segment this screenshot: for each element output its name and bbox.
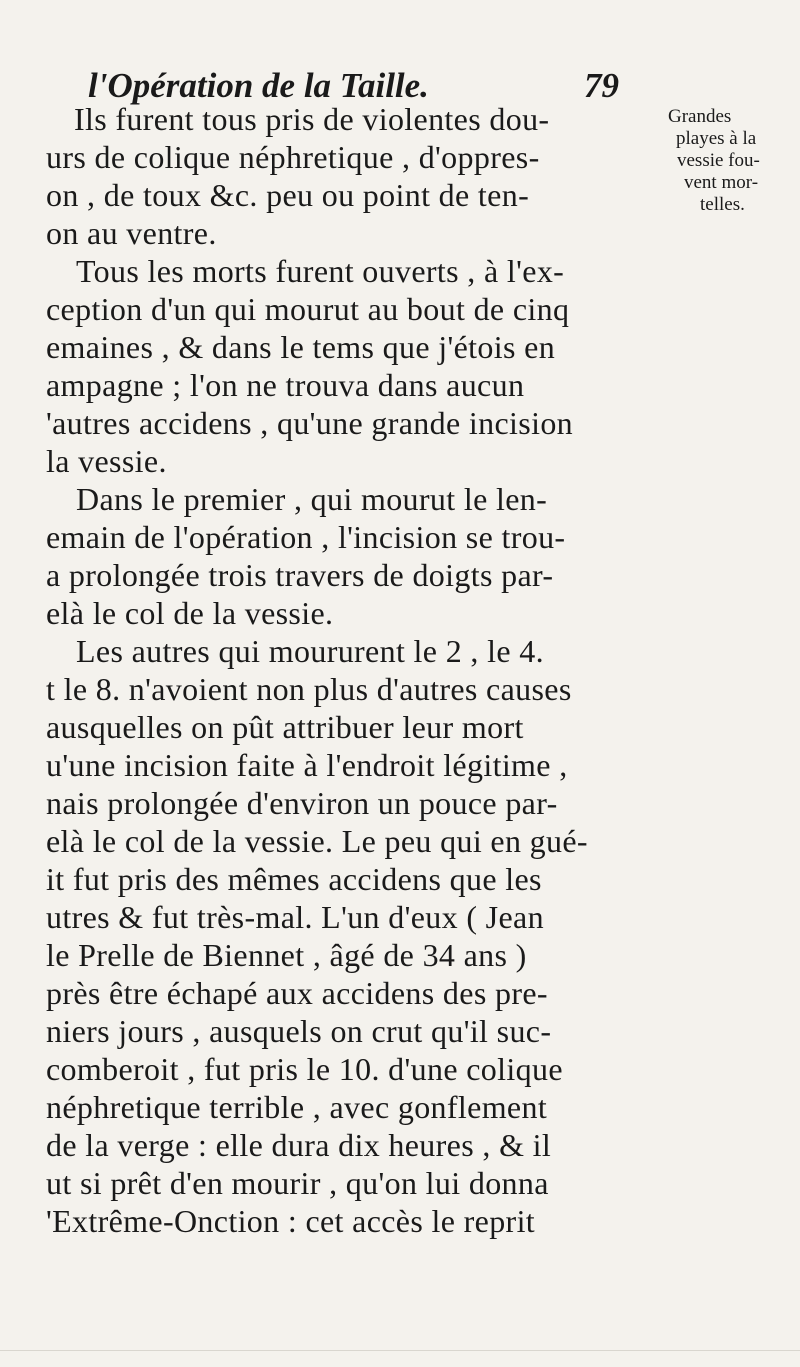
text-line: utres & fut très-mal. L'un d'eux ( Jean <box>46 899 544 935</box>
text-line: Ils furent tous pris de violentes dou- <box>74 101 550 137</box>
text-line: 'autres accidens , qu'une grande incision <box>46 405 574 441</box>
page-edge <box>0 1350 800 1351</box>
text-line: près être échapé aux accidens des pre- <box>46 975 548 1011</box>
text-line: la vessie. <box>46 443 167 479</box>
text-line: ampagne ; l'on ne trouva dans aucun <box>46 367 525 403</box>
text-line: Tous les morts furent ouverts , à l'ex- <box>76 253 565 289</box>
text-line: 'Extrême-Onction : cet accès le reprit <box>46 1203 536 1239</box>
text-line: ception d'un qui mourut au bout de cinq <box>46 291 570 327</box>
text-line: de la verge : elle dura dix heures , & il <box>46 1127 552 1163</box>
text-line: emain de l'opération , l'incision se trou- <box>46 519 566 555</box>
margin-note-line: vessie fou- <box>677 150 760 171</box>
text-line: nais prolongée d'environ un pouce par- <box>46 785 558 821</box>
text-line: urs de colique néphretique , d'oppres- <box>46 139 540 175</box>
text-line: on , de toux &c. peu ou point de ten- <box>46 177 530 213</box>
text-line: néphretique terrible , avec gonflement <box>46 1089 548 1125</box>
margin-note-line: Grandes <box>668 106 732 127</box>
margin-note-line: playes à la <box>676 128 757 149</box>
text-line: ut si prêt d'en mourir , qu'on lui donna <box>46 1165 549 1201</box>
text-line: emaines , & dans le tems que j'étois en <box>46 329 556 365</box>
page-number: 79 <box>584 66 619 105</box>
margin-note-line: vent mor- <box>684 172 759 193</box>
header-title: l'Opération de la Taille. <box>88 66 429 105</box>
text-line: Les autres qui moururent le 2 , le 4. <box>76 633 544 669</box>
text-line: le Prelle de Biennet , âgé de 34 ans ) <box>46 937 527 973</box>
text-line: u'une incision faite à l'endroit légitime , <box>46 747 568 783</box>
text-line: Dans le premier , qui mourut le len- <box>76 481 548 517</box>
text-line: elà le col de la vessie. <box>46 595 334 631</box>
text-line: elà le col de la vessie. Le peu qui en gué- <box>46 823 588 859</box>
margin-note-line: telles. <box>700 194 745 215</box>
text-line: it fut pris des mêmes accidens que les <box>46 861 542 897</box>
text-line: on au ventre. <box>46 215 217 251</box>
text-line: ausquelles on pût attribuer leur mort <box>46 709 524 745</box>
text-line: niers jours , ausquels on crut qu'il suc- <box>46 1013 552 1049</box>
text-line: comberoit , fut pris le 10. d'une colique <box>46 1051 563 1087</box>
text-line: t le 8. n'avoient non plus d'autres causes <box>46 671 572 707</box>
text-line: a prolongée trois travers de doigts par- <box>46 557 554 593</box>
